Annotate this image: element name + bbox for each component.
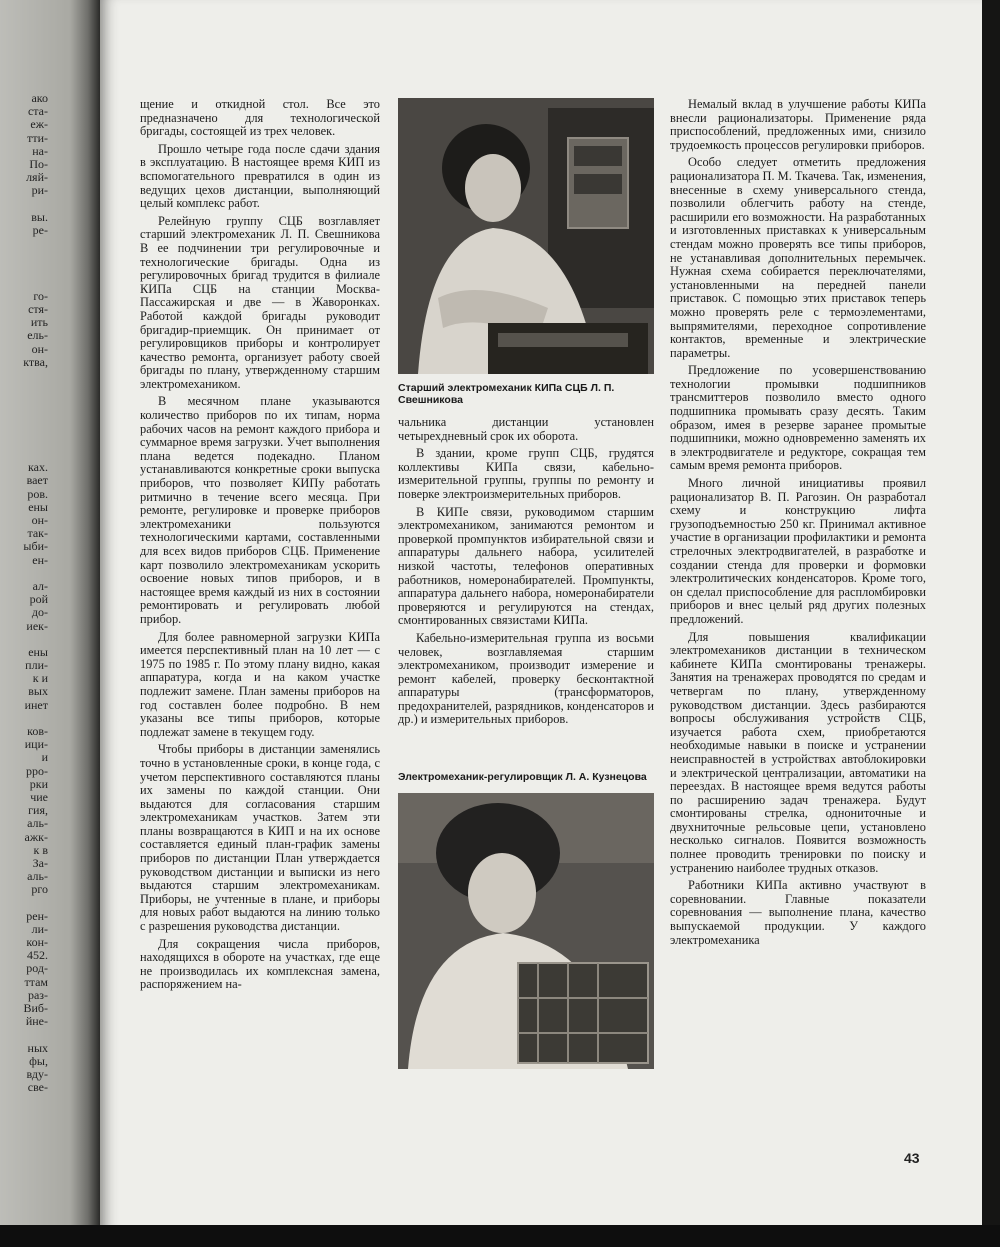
margin-fragment: аль- (27, 870, 48, 884)
scan-edge-right (982, 0, 1000, 1247)
margin-fragment: вых (28, 685, 48, 699)
margin-fragment: ных (27, 1041, 48, 1055)
margin-fragment: так- (27, 527, 48, 541)
margin-fragment: ици- (24, 738, 48, 752)
scan-edge-bottom (0, 1225, 1000, 1247)
margin-fragment: рен- (26, 909, 48, 923)
photo-caption-1: Старший электромеханик КИПа СЦБ Л. П. Свешникова (398, 382, 615, 406)
margin-fragment: Виб- (23, 1001, 48, 1015)
margin-fragment (0, 633, 50, 646)
margin-fragment: раз- (27, 988, 48, 1002)
margin-fragment: По- (29, 157, 48, 171)
margin-fragment: аль- (27, 817, 48, 831)
margin-fragment: ктва, (23, 355, 48, 369)
margin-fragment: ри- (31, 184, 48, 198)
margin-fragment: рго (31, 883, 48, 897)
margin-fragment: к в (33, 843, 48, 857)
margin-fragment: инет (24, 698, 48, 712)
margin-fragment (0, 395, 50, 408)
margin-fragment (0, 250, 50, 263)
margin-fragment: ены (28, 645, 48, 659)
margin-fragment: вду- (26, 1067, 48, 1081)
photo-image (398, 98, 654, 374)
margin-fragment: к и (32, 672, 48, 686)
margin-fragment: чие (30, 790, 48, 804)
paragraph: В месячном плане указываются количество приборов по их типам, норма рабочих часов на ремонт каждого прибора и суммарное время загрузки. Учет выполнения плана ведется подекадно. Планом устанавливаются конкретные сроки выпуска приборов, что позволяет КИПу работать ритмично в течение всего месяца. При ремонте, регулировке и проверке приборов электромеханики пользуются технологическими картами, составленными для всех видов приборов СЦБ. Применение карт позволило электромеханикам ускорить освоение новых типов приборов, и в настоящее время каждый из них в состоянии ремонтировать и регулировать любой прибор. (140, 394, 380, 626)
photo-kuznetsova (398, 793, 654, 1069)
margin-fragment: ель- (27, 329, 48, 343)
paragraph: В здании, кроме групп СЦБ, грудятся коллективы КИПа связи, кабельно-измерительной группы, группы по ремонту и поверке электроизмерительных приборов. (398, 446, 654, 501)
margin-fragment: рой (29, 593, 48, 607)
paragraph: Чтобы приборы в дистанции заменялись точно в установленные сроки, в конце года, с учетом перспективного составляются планы их замены по каждой станции. Они выдаются для согласования старшим электромеханикам участков. Затем эти планы возвращаются в КИП и на их основе составляется единый план-график замены приборов по дистанции План утверждается руководством дистанции и выписки из него выдаются старшим электромеханикам. Приборы, не учтенные в плане, и приборы для новых работ выдаются на линию только с разрешения руководства дистанции. (140, 742, 380, 934)
margin-fragment: йне- (25, 1015, 48, 1029)
margin-fragment: кон- (26, 936, 48, 949)
margin-fragment (0, 198, 50, 211)
margin-fragment: до- (31, 606, 48, 620)
paragraph: Для сокращения числа приборов, находящихся в обороте на участках, где еще не производилась их комплексная замена, распоряжением на- (140, 936, 380, 992)
margin-fragment: ре- (32, 223, 48, 237)
photo-svesnikova (398, 98, 654, 374)
paragraph: Релейную группу СЦБ возглавляет старший электромеханик Л. П. Свешникова В ее подчинении три регулировочные и технологические бригады. Одна из регулировочных бригад трудится в филиале КИПа СЦБ на станции Москва-Пассажирская и две — в Жаворонках. Работой каждой бригады руководит бригадир-приемщик. Он принимает от регулировщиков приборы и контролирует качество ремонта, организует работу своей бригады по плану, утвержденному старшим электромехаником. (140, 213, 380, 391)
paragraph: Немалый вклад в улучшение работы КИПа внесли рационализаторы. Применение ряда приспособлений, предложенных ими, снизило трудоемкость процессов регулировки приборов. (670, 97, 926, 152)
margin-fragment: и (41, 751, 48, 765)
paragraph: Для более равномерной загрузки КИПа имеется перспективный план на 10 лет — с 1975 по 1985 г. По этому плану видно, какая аппаратура, когда и на каком участке подлежит замене. План замены приборов на год составлен более подробно. В нем указаны все типы приборов, которые подлежат замене в текущем году. (140, 629, 380, 739)
margin-fragment: ен- (32, 553, 48, 567)
margin-fragment: ста- (27, 105, 48, 119)
margin-fragment: ков- (27, 725, 48, 738)
previous-page-strip (0, 0, 100, 1247)
margin-fragment: ттам (24, 975, 48, 989)
margin-fragment (0, 896, 50, 909)
margin-fragment (0, 369, 50, 382)
margin-fragment (0, 567, 50, 580)
margin-fragment: стя- (28, 303, 48, 316)
margin-fragment: го- (33, 289, 48, 303)
margin-fragment: рки (29, 777, 48, 791)
margin-fragment: За- (32, 856, 48, 870)
margin-fragment (0, 422, 50, 435)
margin-fragment: ить (30, 316, 48, 330)
margin-fragment: он- (31, 342, 48, 356)
margin-fragment (0, 448, 50, 461)
paragraph: чальника дистанции установлен четырехдневный срок их оборота. (398, 415, 654, 443)
margin-fragment: гия, (28, 804, 48, 818)
margin-fragment: све- (27, 1081, 48, 1095)
margin-fragment (0, 435, 50, 448)
margin-fragment: ли- (31, 922, 48, 936)
text-column-2 (398, 98, 654, 1069)
previous-page-text-fragments (0, 92, 50, 1094)
margin-fragment: рро- (26, 764, 48, 778)
text-column-1 (140, 98, 380, 996)
margin-fragment (0, 1028, 50, 1041)
margin-fragment: ако (31, 92, 48, 105)
margin-fragment: ров. (27, 487, 48, 501)
margin-fragment (0, 237, 50, 250)
margin-fragment (0, 409, 50, 422)
margin-fragment (0, 263, 50, 276)
margin-fragment: на- (32, 144, 48, 158)
margin-fragment: 452. (27, 949, 48, 963)
margin-fragment: еж- (30, 118, 48, 132)
margin-fragment: пли- (25, 659, 48, 673)
margin-fragment: он- (31, 514, 48, 527)
margin-fragment: фы, (29, 1054, 48, 1068)
paragraph: Особо следует отметить предложения рационализатора П. М. Ткачева. Так, изменения, внесенные в схему универсального стенда, позволили облегчить работу на стенде, расширили его возможности. На разработанных и изготовленных приставках к универсальным стендам можно проверять все типы приборов, не устанавливая дополнительных перемычек. Нужная схема собирается переключателями, установленными на передней панели приставок. С помощью этих приставок теперь можно проверять реле с термоэлементами, выпрямителями, переходное сопротивление контактов, временные и электрические параметры. (670, 155, 926, 360)
margin-fragment: вы. (31, 210, 48, 224)
paragraph: Много личной инициативы проявил рационализатор В. П. Рагозин. Он разработал схему и конструкцию лифта грузоподъемностью 250 кг. Принимал активное участие в организации профилактики и ремонта стрелочных электродвигателей, в разработке и создании стенда для проверки и формовки электролитических конденсаторов. Кроме того, он сделал приспособление для распломбировки приборов и внес целый ряд других полезных предложений. (670, 476, 926, 626)
margin-fragment: ены (28, 500, 48, 514)
photo-image (398, 793, 654, 1069)
margin-fragment (0, 382, 50, 395)
margin-fragment: ыби- (23, 540, 48, 554)
paragraph: Для повышения квалификации электромехаников дистанции в техническом кабинете КИПа смонтированы тренажеры. Занятия на тренажерах проводятся по средам и четвергам по плану, утвержденному руководством дистанции. Здесь разбираются вопросы обслуживания устройств СЦБ, изучается работа схем, приобретаются необходимые навыки в поиске и устранении неисправностей в устройствах автоблокировки и электрической централизации, автоматики на переездах. В настоящее время ведутся работы по расширению задач тренажера. Будут смонтированы стрелка, однониточные и двухниточные рельсовые цепи, установлено несколько сигналов. Появится возможность полнее проводить тренировки по поиску и устранению наиболее трудных отказов. (670, 629, 926, 875)
margin-fragment (0, 277, 50, 290)
page-number: 43 (904, 1150, 920, 1166)
margin-fragment (0, 712, 50, 725)
paragraph: Предложение по усовершенствованию технологии промывки подшипников трансмиттеров позволило вместо одного подшипника промывать сразу десять. Таким образом, имея в резерве заранее промытые подшипники, можно одновременно заменять их в электродвигателе и редукторе, сокращая тем самым время ремонта приборов. (670, 363, 926, 473)
text-column-3 (670, 98, 926, 951)
paragraph: Прошло четыре года после сдачи здания в эксплуатацию. В настоящее время КИП из вспомогательного превратился в один из ведущих цехов дистанции, выполняющий целый комплекс работ. (140, 141, 380, 211)
photo-caption-2: Электромеханик-регулировщик Л. А. Кузнецова (398, 771, 647, 784)
margin-fragment: ал- (32, 579, 48, 593)
paragraph: Работники КИПа активно участвуют в соревновании. Главные показатели соревнования — выполнение плана, качество выпускаемой продукции. У каждого электромеханика (670, 878, 926, 947)
paragraph: щение и откидной стол. Все это предназначено для технологической бригады, состоящей из трех человек. (140, 97, 380, 139)
margin-fragment: иек- (26, 619, 48, 633)
paragraph: В КИПе связи, руководимом старшим электромехаником, занимаются ремонтом и проверкой промпунктов избирательной связи и аппаратуры дальнего набора, усилителей низкой частоты, телефонов оперативных работников, номеронабирателей. Промпункты, аппаратура дальнего набора, номеронабиратели проверяются и регулируются на стендах, смонтированных связистами КИПа. (398, 504, 654, 628)
paragraph: Кабельно-измерительная группа из восьми человек, возглавляемая старшим электромехаником, производит измерение и ремонт кабелей, проверку бесконтактной аппаратуры (трансформаторов, предохранителей, разрядников, конденсаторов и др.) и измерительных приборов. (398, 630, 654, 727)
margin-fragment: ляй- (26, 171, 48, 185)
margin-fragment: ках. (28, 461, 48, 475)
margin-fragment: тти- (27, 131, 48, 145)
margin-fragment: род- (26, 962, 48, 976)
margin-fragment: ажк- (24, 830, 48, 844)
margin-fragment: вает (26, 474, 48, 488)
